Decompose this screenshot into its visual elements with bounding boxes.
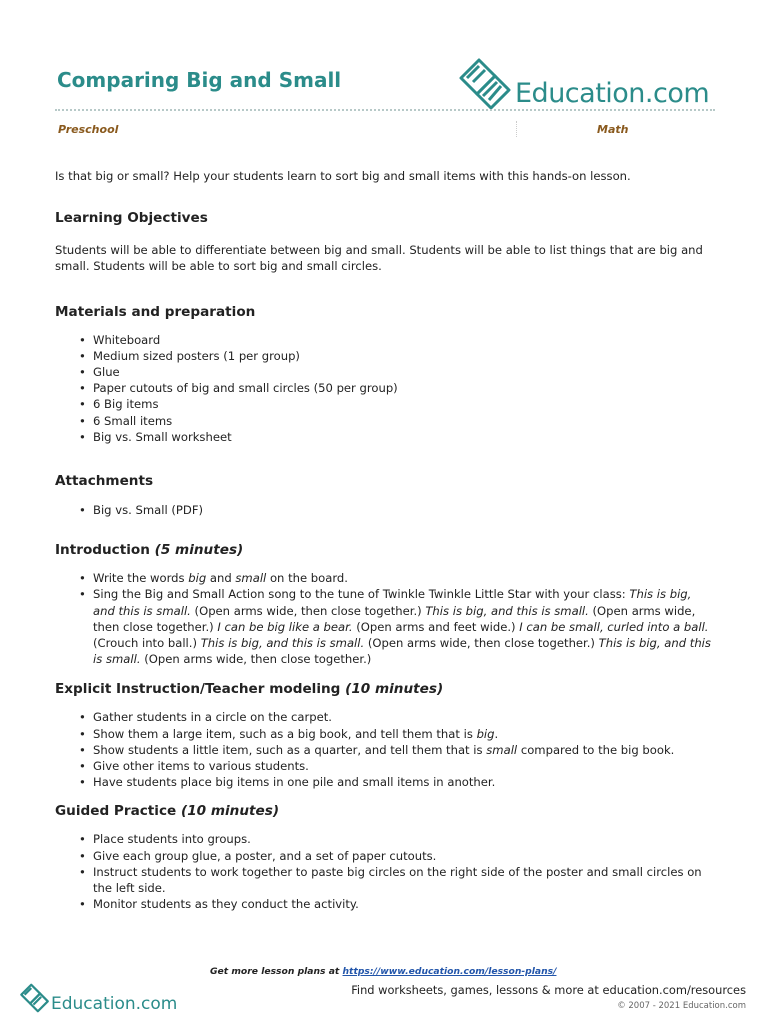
- footer-resources: Find worksheets, games, lessons & more at education.com/resources: [351, 983, 746, 997]
- list-item: • 6 Small items: [93, 413, 715, 429]
- objectives-text: Students will be able to differentiate between big and small. Students will be able to list things that are big and small. Students will be able to sort big and small circles.: [55, 243, 703, 274]
- page-title: Comparing Big and Small: [57, 68, 342, 92]
- footer-cta: [210, 966, 556, 977]
- introduction-list: [55, 570, 715, 667]
- explicit-heading: [55, 680, 715, 698]
- list-item: • Give each group glue, a poster, and a set of paper cutouts.: [93, 848, 715, 864]
- footer-logo-pencil-icon: [18, 982, 50, 1014]
- list-item: • Show them a large item, such as a big book, and tell them that is big.: [93, 726, 715, 742]
- list-item: • Write the words big and small on the board.: [93, 570, 715, 586]
- explicit-list: [55, 709, 715, 790]
- materials-list: [55, 332, 715, 445]
- introduction-heading-label: Introduction: [55, 542, 150, 559]
- logo-pencil-icon: [455, 56, 513, 112]
- lesson-content: [55, 168, 715, 912]
- explicit-heading-label: Explicit Instruction/Teacher modeling: [55, 681, 341, 698]
- footer-cta-text: Get more lesson plans at: [210, 966, 343, 977]
- logo-text: Education.com: [515, 78, 710, 109]
- list-item: • Have students place big items in one pile and small items in another.: [93, 774, 715, 790]
- introduction-heading: [55, 541, 715, 559]
- grade-label: Preschool: [58, 123, 119, 136]
- list-item: • 6 Big items: [93, 396, 715, 412]
- materials-heading: Materials and preparation: [55, 303, 256, 320]
- attachments-list: [55, 502, 715, 518]
- lesson-plans-link[interactable]: https://www.education.com/lesson-plans/: [342, 966, 557, 977]
- attachment-link[interactable]: • Big vs. Small (PDF): [93, 502, 715, 518]
- list-item: • Paper cutouts of big and small circles (50 per group): [93, 380, 403, 396]
- meta-divider: [516, 121, 517, 137]
- subject-label: Math: [597, 123, 629, 136]
- guided-duration: (10 minutes): [180, 803, 280, 820]
- guided-list: [55, 831, 715, 912]
- education-logo[interactable]: [455, 56, 720, 112]
- list-item: • Instruct students to work together to paste big circles on the right side of the poster and small circles on the left side.: [93, 864, 715, 896]
- footer-logo[interactable]: [18, 980, 178, 1014]
- list-item: • Big vs. Small worksheet: [93, 429, 715, 445]
- list-item: • Give other items to various students.: [93, 758, 715, 774]
- explicit-duration: (10 minutes): [345, 681, 444, 698]
- list-item: • Monitor students as they conduct the activity.: [93, 896, 715, 912]
- introduction-duration: (5 minutes): [154, 542, 244, 559]
- list-item: • Medium sized posters (1 per group): [93, 348, 715, 364]
- header-divider: [55, 109, 715, 111]
- footer-copyright: © 2007 - 2021 Education.com: [617, 1001, 746, 1011]
- attachments-heading: Attachments: [55, 473, 154, 490]
- list-item: • Place students into groups.: [93, 831, 715, 847]
- footer-logo-text: Education.com: [51, 994, 178, 1014]
- list-item: • Sing the Big and Small Action song to the tune of Twinkle Twinkle Little Star with your class: This is big, and this is small. (Open arms wide, then close together.) This is big, and this is small. (Open arms wide, then close together.) I can be big like a bear. (Open arms and feet wide.) I can be small, curled into a ball. (Crouch into ball.) This is big, and this is small. (Open arms wide, then close together.) This is big, and this is small. (Open arms wide, then close together.): [93, 586, 715, 667]
- list-item: • Whiteboard: [93, 332, 715, 348]
- guided-heading: [55, 802, 715, 820]
- list-item: • Gather students in a circle on the carpet.: [93, 709, 715, 725]
- intro-text: Is that big or small? Help your students learn to sort big and small items with this hands-on lesson.: [55, 169, 631, 183]
- guided-heading-label: Guided Practice: [55, 803, 177, 820]
- list-item: • Show students a little item, such as a quarter, and tell them that is small compared to the big book.: [93, 742, 715, 758]
- objectives-heading: Learning Objectives: [55, 210, 208, 227]
- list-item: • Glue: [93, 364, 715, 380]
